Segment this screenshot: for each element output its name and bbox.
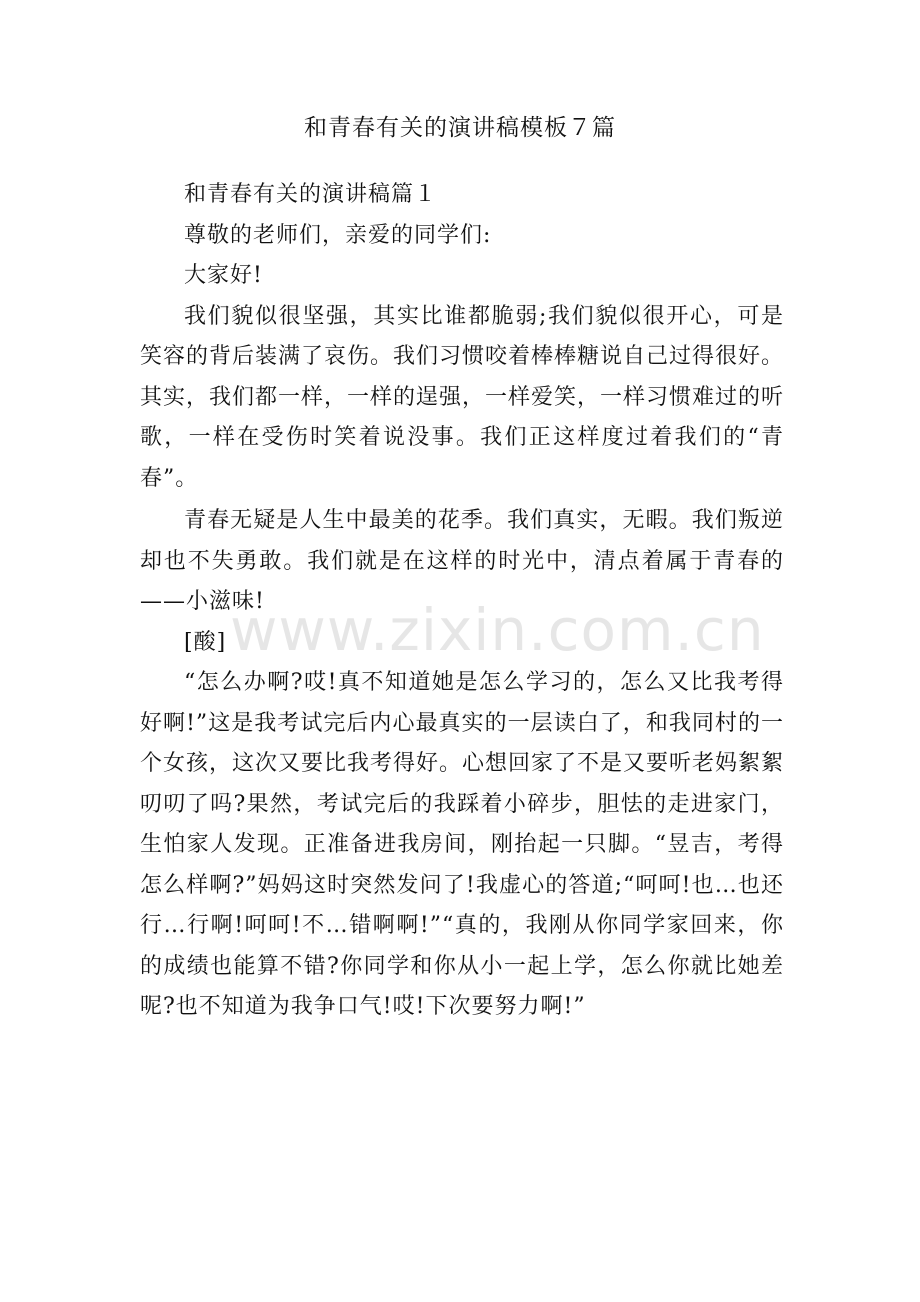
watermark-text: www.zixin.com.cn bbox=[230, 596, 765, 664]
body-paragraph: 我们貌似很坚强，其实比谁都脆弱;我们貌似很开心，可是笑容的背后装满了哀伤。我们习惯咬着棒棒糖说自己过得很好。其实，我们都一样，一样的逞强，一样爱笑，一样习惯难过的听歌，一样在受伤时笑着说没事。我们正这样度过着我们的“青春”。 bbox=[140, 303, 785, 491]
document-title: 和青春有关的演讲稿模板７篇 bbox=[304, 115, 616, 141]
document-body bbox=[140, 175, 784, 1028]
body-paragraph: “怎么办啊?哎!真不知道她是怎么学习的，怎么又比我考得好啊!”这是我考试完后内心最真实的一层读白了，和我同村的一个女孩，这次又要比我考得好。心想回家了不是又要听老妈絮絮叨叨了吗?果然，考试完后的我踩着小碎步，胆怯的走进家门，生怕家人发现。正准备进我房间，刚抬起一只脚。“昱吉，考得怎么样啊?”妈妈这时突然发问了!我虚心的答道;“呵呵!也…也还行…行啊!呵呵!不…错啊啊!”“真的，我刚从你同学家回来，你的成绩也能算不错?你同学和你从小一起上学，怎么你就比她差呢?也不知道为我争口气!哎!下次要努力啊!” bbox=[140, 670, 785, 1019]
greeting: 大家好! bbox=[184, 263, 263, 288]
body-paragraph: 青春无疑是人生中最美的花季。我们真实，无暇。我们叛逆却也不失勇敢。我们就是在这样的时光中，清点着属于青春的——小滋味! bbox=[140, 508, 784, 614]
salutation: 尊敬的老师们，亲爱的同学们: bbox=[184, 222, 492, 248]
section-heading: 和青春有关的演讲稿篇１ bbox=[184, 182, 438, 207]
subsection-heading: [酸] bbox=[184, 629, 227, 655]
